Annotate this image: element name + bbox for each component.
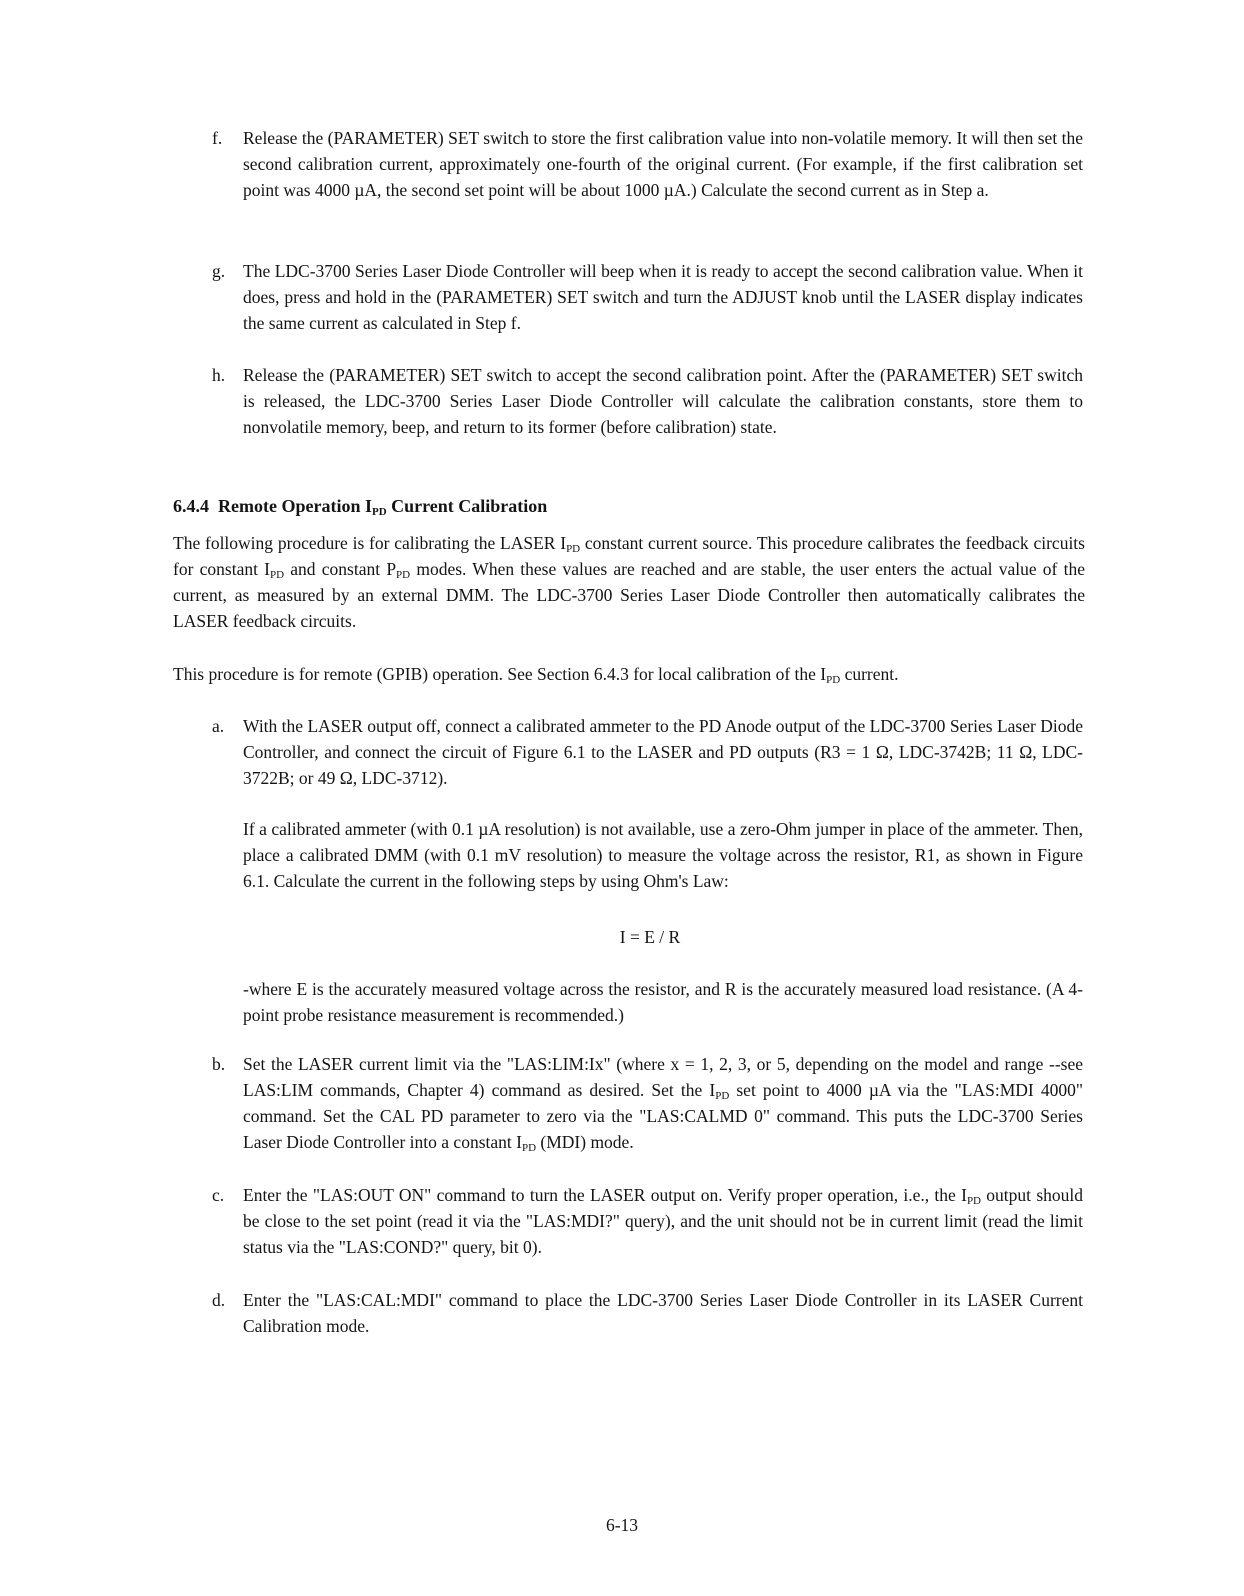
- text-run: Set the LASER current limit via the "LAS:LIM:Ix" (where x = 1, 2, 3, or 5, depending on the model and range --see LAS:LIM commands, Chapter 4) command as desired. Set the I: [243, 1054, 1083, 1100]
- step-marker: g.: [212, 261, 226, 281]
- page-number: 6-13: [605, 1515, 639, 1535]
- step-text: Enter the "LAS:CAL:MDI" command to place the LDC-3700 Series Laser Diode Controller in its LASER Current Calibration mode.: [243, 1290, 1083, 1336]
- step-h: [212, 362, 1083, 440]
- step-marker: c.: [212, 1185, 225, 1205]
- text-run: The following procedure is for calibrating the LASER I: [173, 533, 567, 553]
- step-marker: h.: [212, 365, 226, 385]
- step-g: [212, 258, 1083, 336]
- subscript: PD: [566, 543, 581, 555]
- formula-explanation: -where E is the accurately measured voltage across the resistor, and R is the accurately measured load resistance. (A 4-point probe resistance measurement is recommended.): [243, 979, 1083, 1025]
- subscript: PD: [966, 1195, 981, 1207]
- text-run: set point to 4000 µA via the "LAS:MDI 4000" command. Set the CAL PD parameter to zero via the "LAS:CALMD 0" command. This puts the LDC-3700 Series Laser Diode Controller into a constant I: [243, 1080, 1084, 1152]
- text-run: Enter the "LAS:OUT ON" command to turn the LASER output on. Verify proper operation, i.e., the I: [243, 1185, 967, 1205]
- step-text: With the LASER output off, connect a calibrated ammeter to the PD Anode output of the LDC-3700 Series Laser Diode Controller, and connect the circuit of Figure 6.1 to the LASER and PD outputs (R3 = 1 Ω, LDC-3742B; 11 Ω, LDC-3722B; or 49 Ω, LDC-3712).: [243, 716, 1083, 788]
- step-marker: f.: [212, 128, 223, 148]
- step-marker: b.: [212, 1054, 226, 1074]
- step-c: [212, 1182, 1083, 1260]
- step-marker: a.: [212, 716, 225, 736]
- step-a: [212, 713, 1083, 791]
- subscript: PD: [270, 569, 285, 581]
- subscript: PD: [826, 674, 841, 686]
- intro-paragraph: [173, 530, 1085, 634]
- section-heading: [173, 493, 1085, 519]
- text-run: current.: [840, 664, 899, 684]
- section-number: 6.4.4: [173, 496, 209, 516]
- remote-note-paragraph: [173, 661, 1085, 687]
- text-run: output should be close to the set point (read it via the "LAS:MDI?" query), and the unit should not be in current limit (read the limit status via the "LAS:COND?" query, bit 0).: [243, 1185, 1083, 1257]
- text-run: and constant P: [284, 559, 397, 579]
- text-run: This procedure is for remote (GPIB) operation. See Section 6.4.3 for local calibration of the I: [173, 664, 827, 684]
- text-run: modes. When these values are reached and are stable, the user enters the actual value of the current, as measured by an external DMM. The LDC-3700 Series Laser Diode Controller then automatically calibrates the LASER feedback circuits.: [173, 559, 1085, 631]
- text-run: (MDI) mode.: [536, 1132, 634, 1152]
- subscript: PD: [715, 1090, 730, 1102]
- step-text: Release the (PARAMETER) SET switch to store the first calibration value into non-volatile memory. It will then set the second calibration current, approximately one-fourth of the original current. (For example, if the first calibration set point was 4000 µA, the second set point will be about 1000 µA.) Calculate the second current as in Step a.: [243, 128, 1083, 200]
- text-run: constant current source. This procedure calibrates the feedback circuits for constant I: [173, 533, 1085, 579]
- step-b: [212, 1051, 1084, 1155]
- section-title-part: Remote Operation I: [218, 496, 372, 516]
- ammeter-note: If a calibrated ammeter (with 0.1 µA resolution) is not available, use a zero-Ohm jumper in place of the ammeter. Then, place a calibrated DMM (with 0.1 mV resolution) to measure the voltage across the resistor, R1, as shown in Figure 6.1. Calculate the current in the following steps by using Ohm's Law:: [243, 819, 1083, 891]
- step-marker: d.: [212, 1290, 226, 1310]
- step-d: [212, 1287, 1083, 1339]
- section-title-part: Current Calibration: [386, 496, 548, 516]
- subscript: PD: [521, 1142, 537, 1154]
- subscript: PD: [371, 506, 387, 518]
- step-text: The LDC-3700 Series Laser Diode Controller will beep when it is ready to accept the second calibration value. When it does, press and hold in the (PARAMETER) SET switch and turn the ADJUST knob until the LASER display indicates the same current as calculated in Step f.: [243, 261, 1083, 333]
- step-f: [212, 125, 1083, 203]
- subscript: PD: [396, 569, 411, 581]
- step-text: Release the (PARAMETER) SET switch to accept the second calibration point. After the (PARAMETER) SET switch is released, the LDC-3700 Series Laser Diode Controller will calculate the calibration constants, store them to nonvolatile memory, beep, and return to its former (before calibration) state.: [243, 365, 1083, 437]
- ohms-law-formula: I = E / R: [619, 927, 681, 947]
